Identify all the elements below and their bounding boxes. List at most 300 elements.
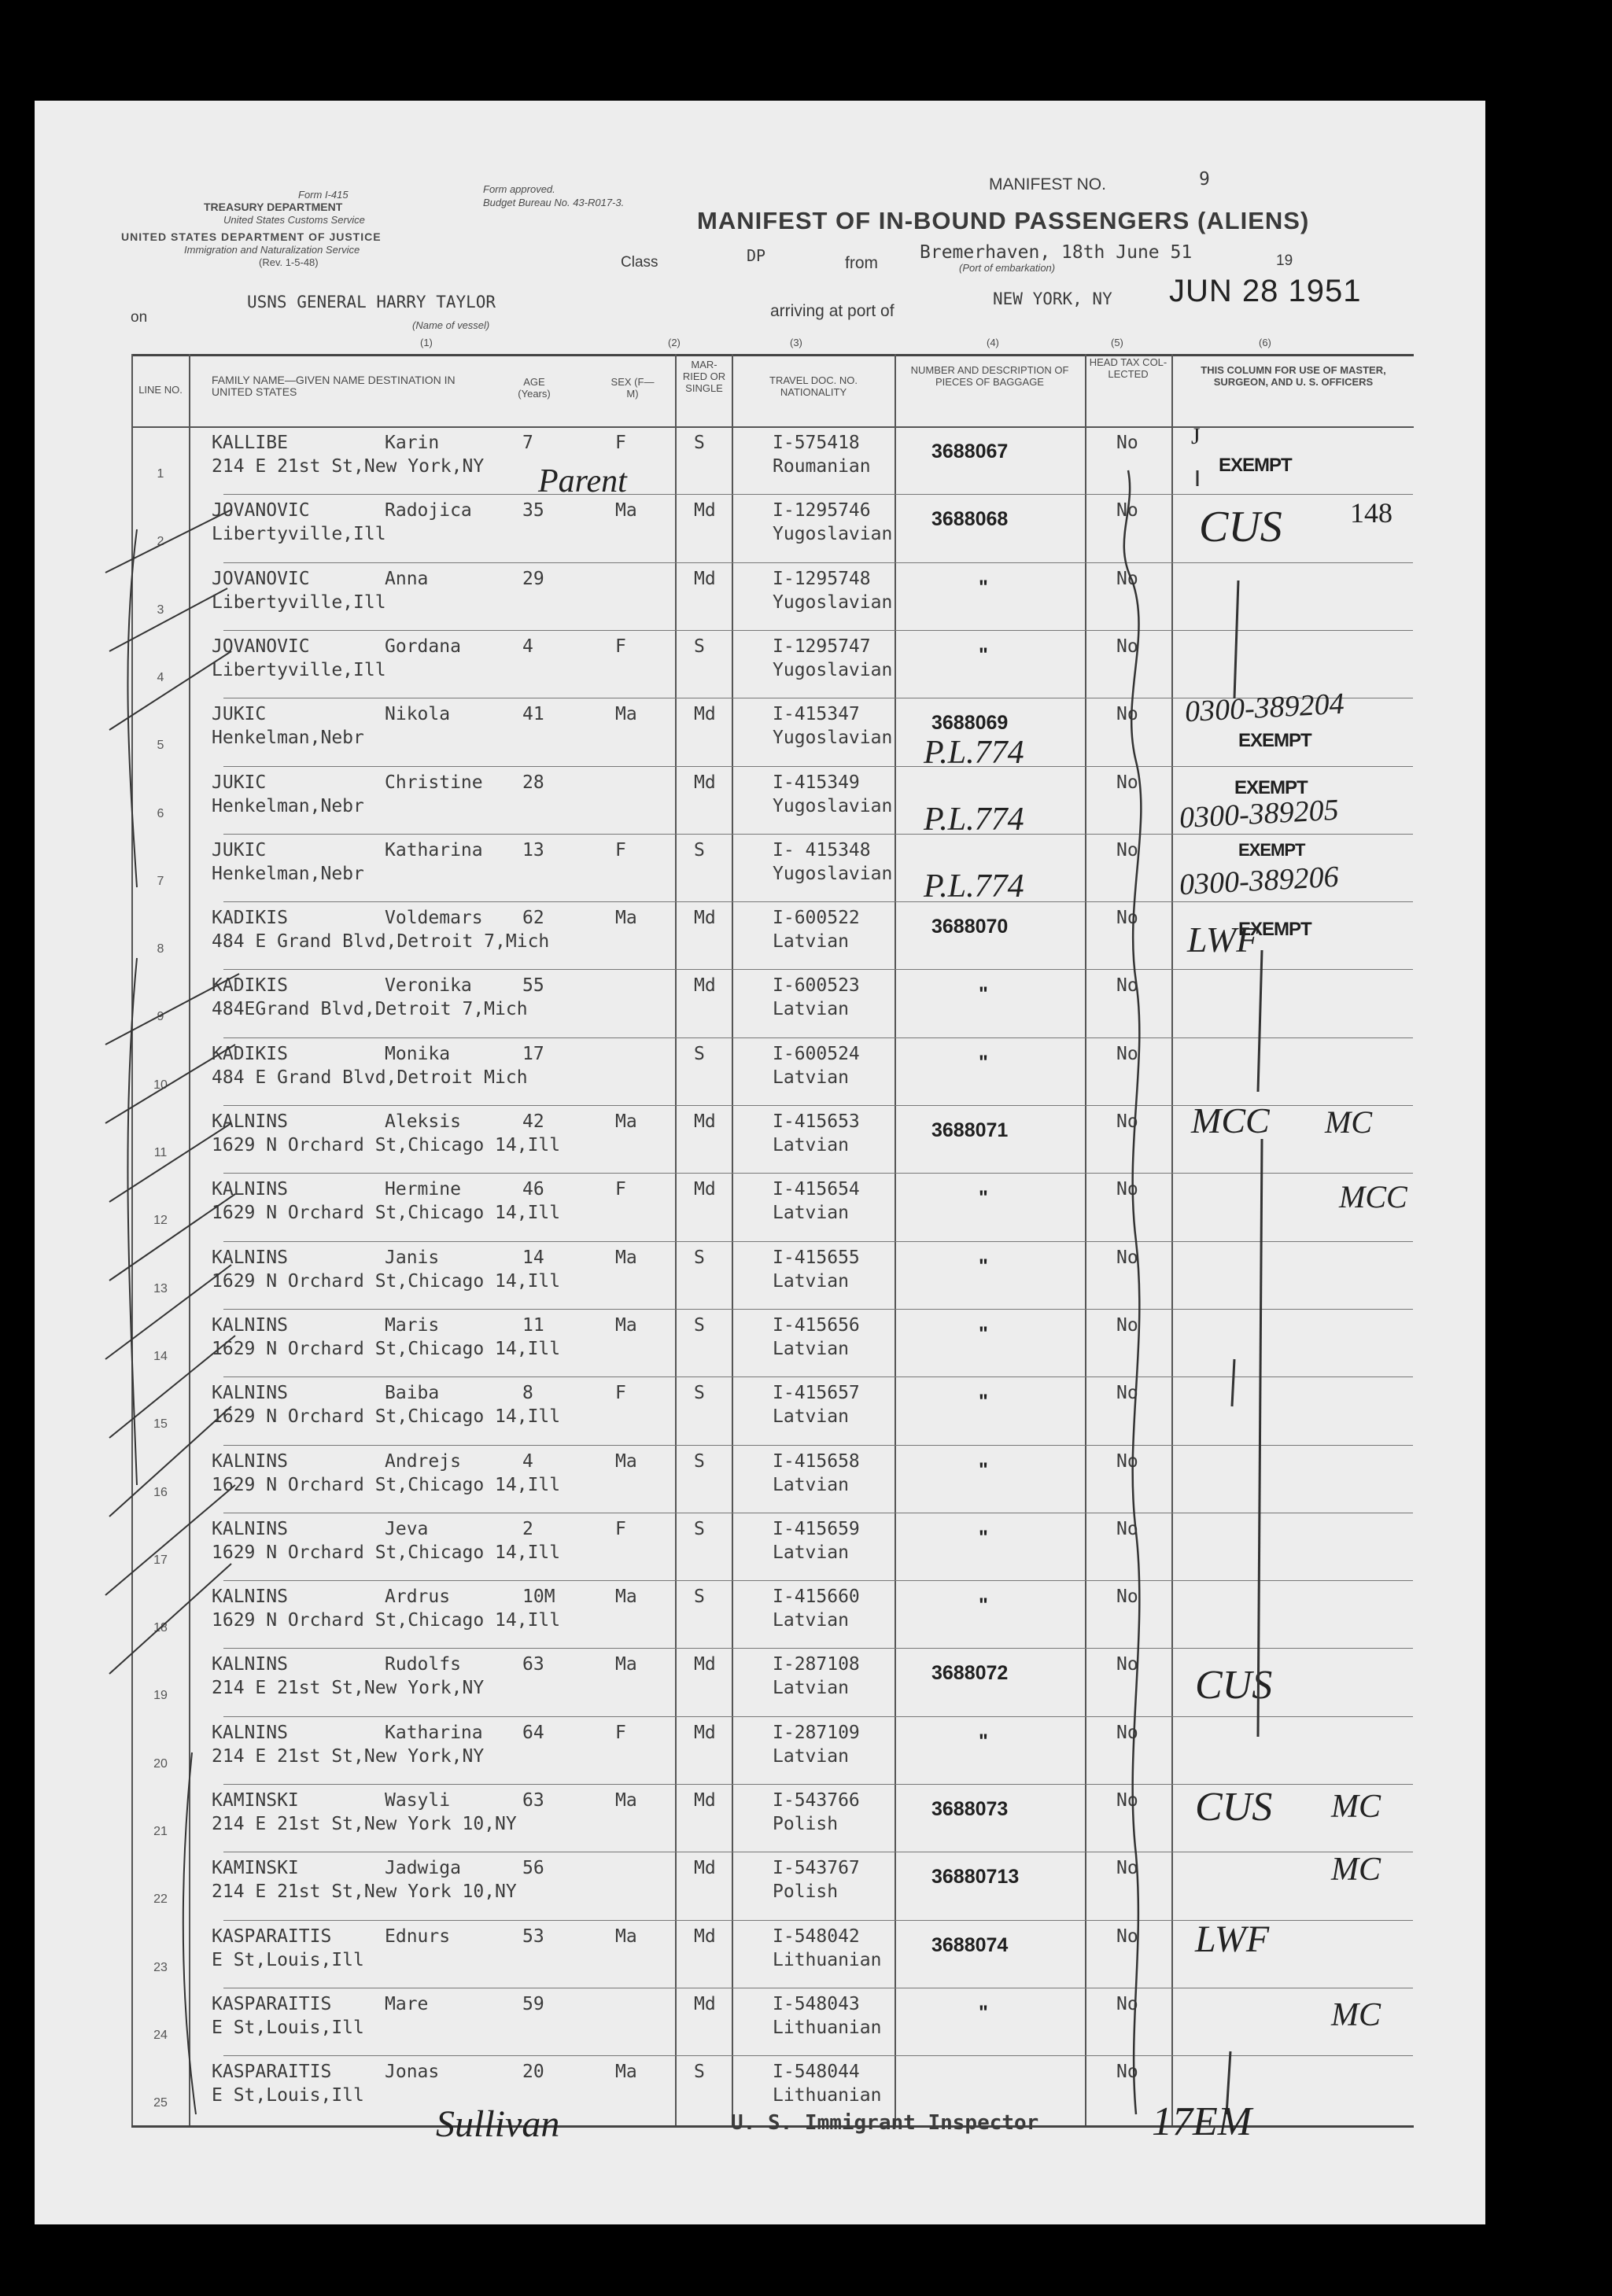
- passenger-doc: I- 415348: [773, 839, 871, 861]
- passenger-sex: F: [615, 1518, 626, 1539]
- passenger-age: 63: [522, 1790, 544, 1811]
- col-number: (3): [790, 337, 802, 348]
- officer-initials: CUS: [1199, 503, 1282, 551]
- year-prefix-top: 19: [1276, 252, 1293, 269]
- passenger-name: JUKIC: [212, 704, 267, 725]
- on-label: on: [131, 309, 148, 326]
- class-value: DP: [747, 246, 766, 265]
- passenger-sex: F: [615, 433, 626, 453]
- passenger-nat: Latvian: [773, 1338, 849, 1359]
- passenger-given: Ardrus: [385, 1587, 451, 1608]
- passenger-nat: Latvian: [773, 1270, 849, 1292]
- passenger-ms: Md: [694, 1722, 716, 1743]
- passenger-baggage: ": [979, 643, 988, 666]
- passenger-name: KALNINS: [212, 1450, 288, 1472]
- passenger-nat: Roumanian: [773, 456, 871, 477]
- passenger-sex: Ma: [615, 704, 637, 725]
- passenger-name: KASPARAITIS: [212, 1993, 332, 2014]
- passenger-nat: Polish: [773, 1814, 839, 1834]
- passenger-age: 20: [522, 2062, 544, 2083]
- passenger-nat: Latvian: [773, 1203, 849, 1224]
- passenger-ms: S: [694, 1314, 705, 1336]
- line-number: 15: [153, 1417, 168, 1432]
- passenger-ms: Md: [694, 1993, 716, 2014]
- passenger-name: JOVANOVIC: [212, 500, 310, 521]
- passenger-ms: Md: [694, 1926, 716, 1947]
- line-number: 17: [153, 1553, 168, 1567]
- passenger-baggage: ": [979, 2001, 988, 2024]
- officer-initials: MCC: [1191, 1100, 1270, 1141]
- passenger-sex: F: [615, 1383, 626, 1404]
- passenger-baggage: ": [979, 1730, 988, 1752]
- passenger-tax: No: [1116, 433, 1138, 453]
- line-number: 12: [153, 1214, 168, 1228]
- col-number: (1): [420, 337, 433, 348]
- line-number: 13: [153, 1281, 168, 1295]
- parent-note: Parent: [538, 463, 627, 499]
- passenger-baggage: ": [979, 1255, 988, 1277]
- passenger-name: KALNINS: [212, 1722, 288, 1743]
- footer-mark: 17EM: [1152, 2099, 1252, 2144]
- passenger-sex: F: [615, 1179, 626, 1200]
- passenger-age: 41: [522, 704, 544, 725]
- header-name: FAMILY NAME—GIVEN NAME DESTINATION IN UNITED STATES: [212, 374, 456, 398]
- col-number: (5): [1111, 337, 1123, 348]
- passenger-doc: I-543766: [773, 1790, 860, 1811]
- passenger-ms: Md: [694, 1179, 716, 1200]
- passenger-ms: S: [694, 1518, 705, 1539]
- col-number: (4): [987, 337, 999, 348]
- passenger-sex: F: [615, 839, 626, 861]
- passenger-nat: Yugoslavian: [773, 592, 893, 613]
- passenger-given: Jeva: [385, 1518, 429, 1539]
- passenger-given: Christine: [385, 772, 483, 793]
- passenger-doc: I-415347: [773, 704, 860, 725]
- passenger-ms: Md: [694, 500, 716, 521]
- header-married: MAR-RIED OR SINGLE: [682, 359, 726, 394]
- officer-initials: MC: [1331, 1852, 1381, 1888]
- passenger-doc: I-415654: [773, 1179, 860, 1200]
- form-approved: Form approved.: [483, 183, 555, 195]
- passenger-ms: Md: [694, 772, 716, 793]
- passenger-doc: I-1295747: [773, 636, 871, 657]
- passenger-dest: 1629 N Orchard St,Chicago 14,Ill: [212, 1270, 561, 1292]
- col-number: (2): [668, 337, 681, 348]
- passenger-name: KASPARAITIS: [212, 1926, 332, 1947]
- handwritten-marks: [35, 101, 1485, 2224]
- passenger-name: KASPARAITIS: [212, 2062, 332, 2083]
- passenger-tax: No: [1116, 1179, 1138, 1200]
- passenger-name: KALNINS: [212, 1247, 288, 1268]
- passenger-sex: Ma: [615, 1587, 637, 1608]
- passenger-sex: F: [615, 1722, 626, 1743]
- passenger-ms: S: [694, 433, 705, 453]
- passenger-doc: I-600522: [773, 908, 860, 929]
- passenger-age: 14: [522, 1247, 544, 1268]
- passenger-name: KALNINS: [212, 1654, 288, 1675]
- passenger-name: KALLIBE: [212, 433, 288, 453]
- passenger-age: 56: [522, 1858, 544, 1879]
- passenger-doc: I-1295746: [773, 500, 871, 521]
- passenger-doc: I-415653: [773, 1111, 860, 1132]
- passenger-tax: No: [1116, 908, 1138, 929]
- passenger-ms: Md: [694, 568, 716, 589]
- exempt-stamp: EXEMPT: [1238, 840, 1305, 860]
- line-number: 1: [157, 467, 164, 481]
- line-number: 22: [153, 1892, 168, 1907]
- from-label: from: [845, 254, 878, 272]
- passenger-doc: I-415657: [773, 1383, 860, 1404]
- passenger-tax: No: [1116, 1654, 1138, 1675]
- passenger-given: Voldemars: [385, 908, 483, 929]
- officer-initials: MC: [1331, 1997, 1381, 2033]
- passenger-baggage: 36880713: [931, 1866, 1020, 1889]
- passenger-ms: S: [694, 2062, 705, 2083]
- passenger-age: 13: [522, 839, 544, 861]
- passenger-sex: F: [615, 636, 626, 657]
- passenger-tax: No: [1116, 500, 1138, 521]
- line-number: 25: [153, 2096, 168, 2110]
- passenger-ms: Md: [694, 975, 716, 997]
- officer-initials: CUS: [1195, 1663, 1273, 1708]
- passenger-ms: S: [694, 1587, 705, 1608]
- passenger-given: Baiba: [385, 1383, 440, 1404]
- passenger-dest: 214 E 21st St,New York 10,NY: [212, 1814, 517, 1834]
- passenger-nat: Yugoslavian: [773, 524, 893, 545]
- passenger-given: Aleksis: [385, 1111, 461, 1132]
- exempt-stamp: EXEMPT: [1238, 919, 1311, 940]
- passenger-dest: Henkelman,Nebr: [212, 863, 364, 884]
- passenger-ms: S: [694, 1043, 705, 1064]
- passenger-tax: No: [1116, 1993, 1138, 2014]
- passenger-doc: I-415655: [773, 1247, 860, 1268]
- passenger-doc: I-287108: [773, 1654, 860, 1675]
- line-number: 7: [157, 874, 164, 888]
- ins-service: Immigration and Naturalization Service: [184, 244, 360, 256]
- justice-department: UNITED STATES DEPARTMENT OF JUSTICE: [121, 230, 382, 243]
- passenger-age: 55: [522, 975, 544, 997]
- passenger-tax: No: [1116, 1858, 1138, 1879]
- passenger-doc: I-548044: [773, 2062, 860, 2083]
- arrival-date-stamp: JUN 28 1951: [1169, 274, 1362, 308]
- line-number: 4: [157, 670, 164, 684]
- passenger-age: 8: [522, 1383, 533, 1404]
- officer-initials: MC: [1331, 1789, 1381, 1825]
- passenger-dest: 1629 N Orchard St,Chicago 14,Ill: [212, 1542, 561, 1563]
- pl-note: P.L.774: [924, 802, 1024, 838]
- manifest-no-label: MANIFEST NO.: [989, 175, 1106, 193]
- passenger-name: JUKIC: [212, 839, 267, 861]
- line-number: 20: [153, 1756, 168, 1771]
- passenger-given: Veronika: [385, 975, 472, 997]
- passenger-doc: I-415659: [773, 1518, 860, 1539]
- line-number: 14: [153, 1349, 168, 1363]
- exempt-stamp: EXEMPT: [1238, 730, 1311, 751]
- passenger-tax: No: [1116, 1314, 1138, 1336]
- passenger-tax: No: [1116, 975, 1138, 997]
- passenger-sex: Ma: [615, 1926, 637, 1947]
- passenger-baggage: ": [979, 1458, 988, 1481]
- passenger-given: Hermine: [385, 1179, 461, 1200]
- passenger-age: 17: [522, 1043, 544, 1064]
- passenger-doc: I-415349: [773, 772, 860, 793]
- passenger-nat: Latvian: [773, 1542, 849, 1563]
- line-number: 2: [157, 535, 164, 549]
- passenger-baggage: ": [979, 1322, 988, 1345]
- passenger-age: 4: [522, 636, 533, 657]
- line-number: 11: [153, 1146, 168, 1159]
- passenger-doc: I-287109: [773, 1722, 860, 1743]
- passenger-age: 7: [522, 433, 533, 453]
- passenger-doc: I-1295748: [773, 568, 871, 589]
- passenger-ms: Md: [694, 1858, 716, 1879]
- passenger-dest: 214 E 21st St,New York,NY: [212, 1678, 485, 1699]
- passenger-baggage: ": [979, 576, 988, 599]
- passenger-sex: Ma: [615, 500, 637, 521]
- passenger-baggage: 3688067: [931, 440, 1009, 463]
- passenger-tax: No: [1116, 568, 1138, 589]
- passenger-sex: Ma: [615, 1111, 637, 1132]
- passenger-name: KALNINS: [212, 1518, 288, 1539]
- passenger-given: Jadwiga: [385, 1858, 461, 1879]
- j-mark: J: [1191, 423, 1201, 449]
- passenger-age: 53: [522, 1926, 544, 1947]
- passenger-tax: No: [1116, 1926, 1138, 1947]
- passenger-nat: Yugoslavian: [773, 863, 893, 884]
- passenger-doc: I-415656: [773, 1314, 860, 1336]
- passenger-given: Maris: [385, 1314, 440, 1336]
- cert-number: 0300-389206: [1179, 860, 1340, 902]
- passenger-age: 29: [522, 568, 544, 589]
- passenger-ms: S: [694, 636, 705, 657]
- passenger-baggage: ": [979, 1391, 988, 1413]
- vessel-note: (Name of vessel): [412, 319, 490, 331]
- line-number: 18: [153, 1621, 168, 1635]
- passenger-ms: S: [694, 1247, 705, 1268]
- passenger-tax: No: [1116, 704, 1138, 725]
- passenger-ms: Md: [694, 704, 716, 725]
- cert-number: 0300-389204: [1184, 687, 1345, 729]
- passenger-age: 2: [522, 1518, 533, 1539]
- passenger-doc: I-415658: [773, 1450, 860, 1472]
- embarkation-note: (Port of embarkation): [959, 262, 1056, 274]
- passenger-doc: I-600524: [773, 1043, 860, 1064]
- passenger-baggage: 3688073: [931, 1798, 1009, 1820]
- line-number: 6: [157, 806, 164, 820]
- exempt-stamp: EXEMPT: [1219, 455, 1292, 476]
- passenger-baggage: ": [979, 1051, 988, 1074]
- passenger-sex: Ma: [615, 1314, 637, 1336]
- passenger-name: KALNINS: [212, 1111, 288, 1132]
- officer-initials: MC: [1325, 1104, 1372, 1140]
- passenger-tax: No: [1116, 1790, 1138, 1811]
- line-number: 5: [157, 739, 164, 753]
- passenger-nat: Yugoslavian: [773, 659, 893, 680]
- passenger-nat: Latvian: [773, 1474, 849, 1495]
- passenger-dest: Henkelman,Nebr: [212, 795, 364, 816]
- cert-number: 0300-389205: [1179, 793, 1340, 835]
- page-mark: 148: [1350, 497, 1393, 529]
- passenger-baggage: ": [979, 1526, 988, 1549]
- passenger-name: JOVANOVIC: [212, 636, 310, 657]
- passenger-dest: 484 E Grand Blvd,Detroit 7,Mich: [212, 931, 550, 953]
- passenger-sex: Ma: [615, 1247, 637, 1268]
- line-number: 3: [157, 603, 164, 617]
- passenger-age: 63: [522, 1654, 544, 1675]
- passenger-nat: Yugoslavian: [773, 728, 893, 749]
- col-number: (6): [1259, 337, 1271, 348]
- passenger-age: 35: [522, 500, 544, 521]
- passenger-tax: No: [1116, 636, 1138, 657]
- passenger-name: KADIKIS: [212, 908, 288, 929]
- passenger-dest: Henkelman,Nebr: [212, 728, 364, 749]
- passenger-age: 59: [522, 1993, 544, 2014]
- passenger-nat: Latvian: [773, 1067, 849, 1088]
- line-number: 8: [157, 942, 164, 956]
- passenger-given: Janis: [385, 1247, 440, 1268]
- passenger-given: Andrejs: [385, 1450, 461, 1472]
- passenger-dest: 214 E 21st St,New York,NY: [212, 1745, 485, 1767]
- class-label: Class: [621, 254, 658, 271]
- line-number: 16: [153, 1485, 168, 1499]
- passenger-nat: Yugoslavian: [773, 795, 893, 816]
- passenger-baggage: 3688068: [931, 508, 1009, 531]
- arriving-label: arriving at port of: [770, 302, 895, 320]
- passenger-age: 46: [522, 1179, 544, 1200]
- passenger-age: 42: [522, 1111, 544, 1132]
- passenger-ms: S: [694, 839, 705, 861]
- passenger-doc: I-548042: [773, 1926, 860, 1947]
- passenger-given: Rudolfs: [385, 1654, 461, 1675]
- passenger-nat: Latvian: [773, 1745, 849, 1767]
- revision: (Rev. 1-5-48): [259, 256, 319, 268]
- passenger-name: KAMINSKI: [212, 1858, 299, 1879]
- passenger-given: Nikola: [385, 704, 451, 725]
- passenger-dest: 1629 N Orchard St,Chicago 14,Ill: [212, 1406, 561, 1428]
- passenger-given: Radojica: [385, 500, 472, 521]
- passenger-age: 11: [522, 1314, 544, 1336]
- passenger-name: JOVANOVIC: [212, 568, 310, 589]
- passenger-dest: Libertyville,Ill: [212, 659, 386, 680]
- treasury-department: TREASURY DEPARTMENT: [204, 201, 343, 213]
- passenger-name: KALNINS: [212, 1383, 288, 1404]
- passenger-given: Katharina: [385, 1722, 483, 1743]
- line-number: 23: [153, 1960, 168, 1974]
- passenger-doc: I-543767: [773, 1858, 860, 1879]
- passenger-tax: No: [1116, 1111, 1138, 1132]
- passenger-dest: Libertyville,Ill: [212, 592, 386, 613]
- officer-initials: LWF: [1195, 1918, 1270, 1960]
- passenger-nat: Lithuanian: [773, 2017, 882, 2038]
- passenger-nat: Latvian: [773, 931, 849, 953]
- passenger-dest: E St,Louis,Ill: [212, 2017, 364, 2038]
- passenger-dest: 214 E 21st St,New York,NY: [212, 456, 485, 477]
- passenger-tax: No: [1116, 1043, 1138, 1064]
- header-travel-doc: TRAVEL DOC. NO. NATIONALITY: [769, 374, 858, 398]
- passenger-nat: Polish: [773, 1881, 839, 1903]
- passenger-baggage: 3688071: [931, 1119, 1009, 1141]
- line-number: 9: [157, 1010, 164, 1024]
- passenger-baggage: 3688069: [931, 712, 1009, 735]
- passenger-age: 64: [522, 1722, 544, 1743]
- header-line-no: LINE NO.: [138, 384, 183, 396]
- passenger-name: KALNINS: [212, 1314, 288, 1336]
- passenger-dest: Libertyville,Ill: [212, 524, 386, 545]
- passenger-given: Anna: [385, 568, 429, 589]
- embarkation-port: Bremerhaven, 18th June 51: [920, 242, 1193, 263]
- passenger-nat: Lithuanian: [773, 1949, 882, 1970]
- passenger-doc: I-548043: [773, 1993, 860, 2014]
- passenger-tax: No: [1116, 1383, 1138, 1404]
- passenger-tax: No: [1116, 1722, 1138, 1743]
- passenger-tax: No: [1116, 1450, 1138, 1472]
- passenger-dest: E St,Louis,Ill: [212, 2085, 364, 2106]
- passenger-sex: Ma: [615, 1790, 637, 1811]
- passenger-baggage: 3688072: [931, 1662, 1009, 1685]
- passenger-nat: Latvian: [773, 1135, 849, 1155]
- passenger-name: KADIKIS: [212, 1043, 288, 1064]
- passenger-ms: S: [694, 1450, 705, 1472]
- passenger-given: Karin: [385, 433, 440, 453]
- header-age: AGE (Years): [518, 376, 551, 400]
- passenger-sex: Ma: [615, 908, 637, 929]
- officer-initials: CUS: [1195, 1785, 1273, 1830]
- passenger-baggage: ": [979, 1187, 988, 1210]
- passenger-tax: No: [1116, 1587, 1138, 1608]
- passenger-dest: 1629 N Orchard St,Chicago 14,Ill: [212, 1135, 561, 1155]
- passenger-sex: Ma: [615, 1654, 637, 1675]
- header-sex: SEX (F—M): [610, 376, 655, 400]
- passenger-ms: Md: [694, 908, 716, 929]
- passenger-age: 28: [522, 772, 544, 793]
- line-number: 10: [153, 1078, 168, 1092]
- passenger-dest: 484 E Grand Blvd,Detroit Mich: [212, 1067, 528, 1088]
- header-baggage: NUMBER AND DESCRIPTION OF PIECES OF BAGGAGE: [910, 364, 1069, 388]
- passenger-age: 62: [522, 908, 544, 929]
- budget-bureau: Budget Bureau No. 43-R017-3.: [483, 197, 625, 208]
- passenger-name: KALNINS: [212, 1179, 288, 1200]
- passenger-given: Wasyli: [385, 1790, 451, 1811]
- passenger-dest: 1629 N Orchard St,Chicago 14,Ill: [212, 1338, 561, 1359]
- passenger-dest: 484EGrand Blvd,Detroit 7,Mich: [212, 999, 528, 1020]
- officer-initials: LWF: [1187, 920, 1259, 960]
- passenger-sex: Ma: [615, 2062, 637, 2083]
- passenger-nat: Latvian: [773, 1610, 849, 1631]
- passenger-ms: Md: [694, 1790, 716, 1811]
- exempt-stamp: EXEMPT: [1234, 777, 1308, 798]
- passenger-given: Jonas: [385, 2062, 440, 2083]
- passenger-sex: Ma: [615, 1450, 637, 1472]
- passenger-tax: No: [1116, 1518, 1138, 1539]
- passenger-dest: 1629 N Orchard St,Chicago 14,Ill: [212, 1474, 561, 1495]
- passenger-dest: E St,Louis,Ill: [212, 1949, 364, 1970]
- pl-note: P.L.774: [924, 735, 1024, 771]
- passenger-dest: 214 E 21st St,New York 10,NY: [212, 1881, 517, 1903]
- passenger-dest: 1629 N Orchard St,Chicago 14,Ill: [212, 1610, 561, 1631]
- inspector-signature: Sullivan: [436, 2103, 560, 2145]
- passenger-tax: No: [1116, 772, 1138, 793]
- passenger-baggage: ": [979, 1594, 988, 1617]
- passenger-doc: I-415660: [773, 1587, 860, 1608]
- passenger-age: 4: [522, 1450, 533, 1472]
- passenger-nat: Latvian: [773, 1406, 849, 1428]
- passenger-nat: Lithuanian: [773, 2085, 882, 2106]
- passenger-tax: No: [1116, 1247, 1138, 1268]
- inspector-title: U. S. Immigrant Inspector: [731, 2111, 1039, 2135]
- passenger-dest: 1629 N Orchard St,Chicago 14,Ill: [212, 1203, 561, 1224]
- customs-service: United States Customs Service: [223, 214, 365, 226]
- passenger-ms: S: [694, 1383, 705, 1404]
